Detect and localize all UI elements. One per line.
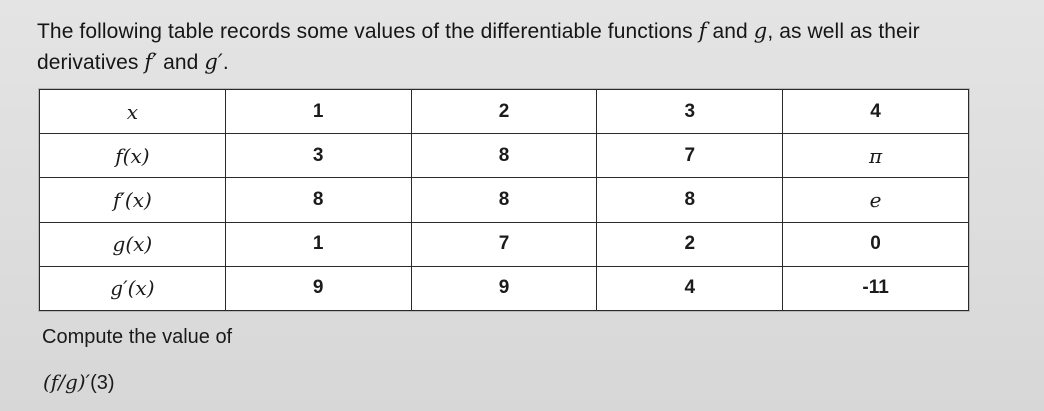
function-f: f xyxy=(698,19,707,43)
table-cell: π xyxy=(783,134,969,178)
table-cell: 9 xyxy=(225,266,411,310)
expression-math: (f/g)′ xyxy=(43,370,91,394)
header-cell-3: 3 xyxy=(597,90,783,134)
problem-intro xyxy=(37,16,1017,78)
table-cell: 8 xyxy=(225,178,411,222)
table-cell: 8 xyxy=(411,178,597,222)
expression-argument: (3) xyxy=(90,372,115,394)
table-row-g xyxy=(40,222,969,266)
header-cell-1: 1 xyxy=(225,90,411,134)
table-cell: 7 xyxy=(597,134,783,178)
table-cell: 8 xyxy=(411,134,597,178)
table-cell: 9 xyxy=(411,266,597,310)
intro-text-1: The following table records some values of the differentiable functions xyxy=(37,20,699,43)
table-cell: 1 xyxy=(225,222,411,266)
values-table xyxy=(39,89,969,311)
table-cell: 0 xyxy=(783,222,969,266)
header-cell-4: 4 xyxy=(783,90,969,134)
row-label-gprime: g′(x) xyxy=(40,266,226,310)
table-cell: 8 xyxy=(597,178,783,222)
row-label-fprime: f′(x) xyxy=(40,178,226,222)
question-prompt: Compute the value of xyxy=(42,326,233,348)
table-cell: 3 xyxy=(225,134,411,178)
question-expression xyxy=(43,370,115,395)
intro-and-1: and xyxy=(706,20,754,43)
table-row-f xyxy=(40,134,969,178)
table-cell: e xyxy=(783,178,969,222)
derivative-g: g′ xyxy=(204,50,223,74)
table-header-row xyxy=(40,90,969,134)
function-g: g xyxy=(753,19,768,43)
derivative-f: f′ xyxy=(144,50,158,74)
table-cell: 4 xyxy=(597,266,783,310)
row-label-g: g(x) xyxy=(40,222,226,266)
header-cell-x: x xyxy=(40,90,226,134)
header-cell-2: 2 xyxy=(411,90,597,134)
table-row-fprime xyxy=(40,178,969,222)
intro-and-2: and xyxy=(157,51,205,74)
table-row-gprime xyxy=(40,266,969,310)
table-cell: 7 xyxy=(411,222,597,266)
row-label-f: f(x) xyxy=(40,134,226,178)
intro-text-1-end: , as well as their xyxy=(767,20,920,43)
values-table-container xyxy=(39,89,969,311)
intro-period: . xyxy=(222,51,229,74)
table-cell: 2 xyxy=(597,222,783,266)
intro-text-2: derivatives xyxy=(37,51,145,74)
table-cell: -11 xyxy=(783,266,969,310)
